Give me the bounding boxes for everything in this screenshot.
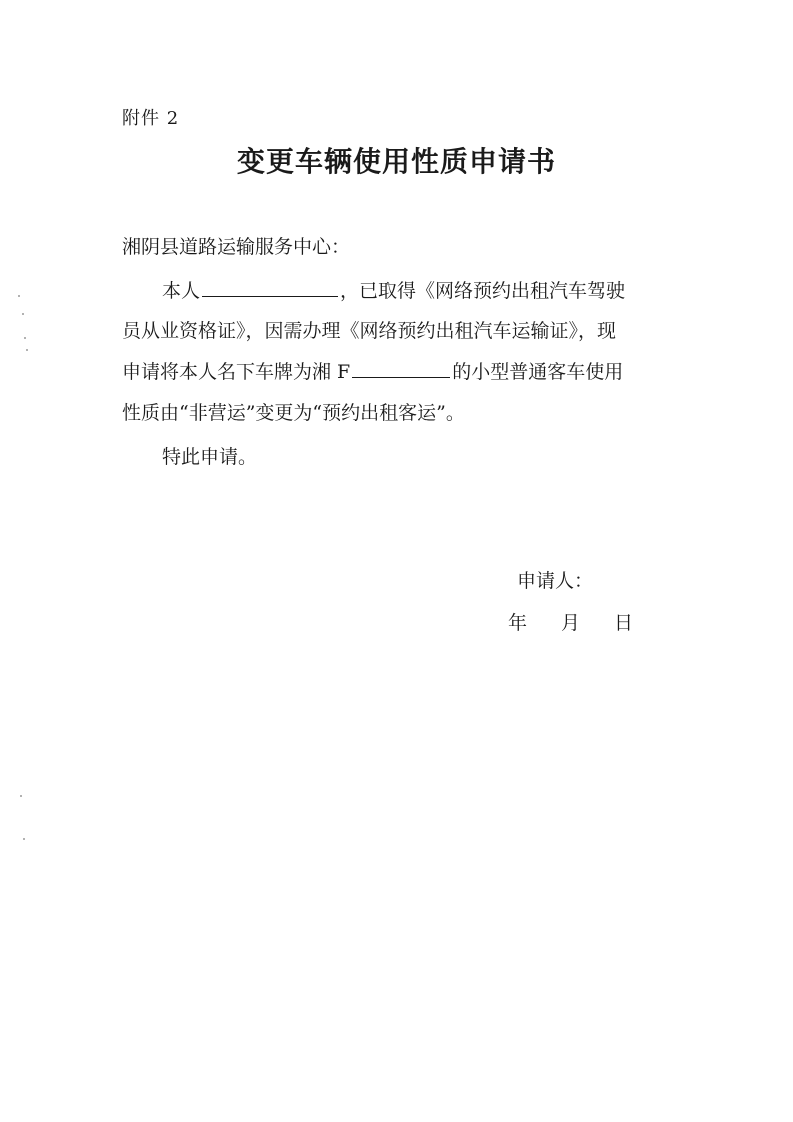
date-line xyxy=(508,608,633,635)
body-line-1-start: 本人 xyxy=(162,280,201,302)
page-title: 变更车辆使用性质申请书 xyxy=(236,145,556,178)
body-line-3 xyxy=(122,357,682,384)
scan-speck xyxy=(20,795,22,797)
scan-speck xyxy=(26,349,28,351)
closing-text: 特此申请。 xyxy=(162,446,258,468)
name-blank xyxy=(202,278,338,297)
date-year: 年 xyxy=(508,612,528,634)
body-line-1 xyxy=(162,276,682,303)
attachment-label: 附件 2 xyxy=(122,108,180,129)
applicant-label: 申请人： xyxy=(517,570,594,592)
body-line-1-end: ，已取得《网络预约出租汽车驾驶 xyxy=(340,280,626,302)
body-line-3-start: 申请将本人名下车牌为湘 F xyxy=(122,361,351,383)
scan-speck xyxy=(23,838,25,840)
date-month: 月 xyxy=(561,612,581,634)
scan-speck xyxy=(18,295,20,297)
scan-speck xyxy=(24,337,26,339)
addressee: 湘阴县道路运输服务中心： xyxy=(122,236,351,258)
body-line-2: 员从业资格证》，因需办理《网络预约出租汽车运输证》，现 xyxy=(122,320,617,342)
plate-number-blank xyxy=(352,359,450,378)
scan-speck xyxy=(22,313,24,315)
body-line-3-end: 的小型普通客车使用 xyxy=(452,361,624,383)
body-line-4: 性质由“非营运”变更为“预约出租客运”。 xyxy=(122,402,465,424)
date-day: 日 xyxy=(614,612,634,634)
